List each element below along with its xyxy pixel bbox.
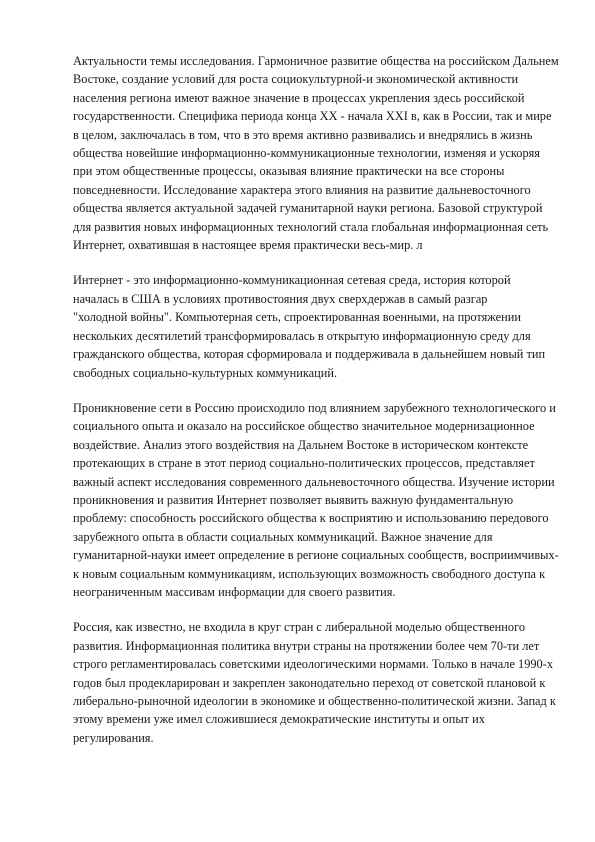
text-line: проникновения и развития Интернет позволяет выявить важную фундаментальную — [73, 492, 514, 507]
text-line: воздействие. Анализ этого воздействия на Дальнем Востоке в историческом контексте — [73, 437, 529, 452]
text-line: населения региона имеют важное значение в процессах укрепления здесь российской — [73, 90, 525, 105]
text-line: протекающих в стране в этот период социально-политических процессов, представляет — [73, 456, 535, 471]
text-line: Интернет - это информационно-коммуникационная сетевая среда, история которой — [73, 273, 511, 288]
text-line: "холодной войны". Компьютерная сеть, спроектированная военными, на протяжении — [73, 310, 521, 325]
document-page — [73, 52, 559, 764]
text-line: гражданского общества, которая сформировала и поддерживала в дальнейшем новый тип — [73, 347, 546, 362]
paragraph-penetration — [73, 399, 559, 601]
text-line: при этом общественные процессы, оказывая влияние практически на все стороны — [73, 164, 505, 179]
text-line: Востоке, создание условий для роста социокультурной-и экономической активности — [73, 72, 519, 87]
text-line: неограниченным массивам информации для своего развития. — [73, 584, 396, 599]
text-line: повседневности. Исследование характера этого влияния на развитие дальневосточного — [73, 182, 531, 197]
text-line: развития. Информационная политика внутри страны на протяжении более чем 70-ти лет — [73, 638, 540, 653]
text-line: Россия, как известно, не входила в круг стран с либеральной моделью общественного — [73, 620, 525, 635]
text-line: Проникновение сети в Россию происходило под влиянием зарубежного технологического и — [73, 400, 556, 415]
text-line: строго регламентировалась советскими идеологическими нормами. Только в начале 1990-х — [73, 657, 553, 672]
text-line: проблему: способность российского общества к восприятию и использованию передового — [73, 511, 549, 526]
text-line: гуманитарной-науки имеет определение в регионе социальных сообществ, восприимчивых- — [73, 548, 559, 563]
text-line: этому времени уже имел сложившиеся демократические институты и опыт их — [73, 712, 485, 727]
text-line: общества новейшие информационно-коммуникационные технологии, изменяя и ускоряя — [73, 146, 540, 161]
text-line: Актуальности темы исследования. Гармоничное развитие общества на российском Дальнем — [73, 54, 559, 68]
text-line: регулирования. — [73, 730, 154, 745]
paragraph-internet — [73, 271, 551, 381]
text-line: государственности. Специфика периода конца XX - начала XXI в, как в России, так и мире — [73, 109, 552, 124]
text-line: либерально-рыночной идеологии в экономике и общественно-политической жизни. Запад к — [73, 694, 556, 708]
paragraph-russia — [73, 618, 556, 747]
text-line: социального опыта и оказало на российское общество значительное модернизационное — [73, 419, 535, 434]
text-line: годов был продекларирован и закреплен законодательно переход от советской плановой к — [73, 675, 546, 690]
text-line: началась в США в условиях противостояния двух сверхдержав в самый разгар — [73, 291, 488, 306]
text-line: зарубежного опыта в области социальных коммуникаций. Важное значение для — [73, 529, 493, 544]
text-line: нескольких десятилетий трансформировалась в открытую информационную среду для — [73, 328, 531, 343]
text-line: Интернет, охватившая в настоящее время практически весь-мир. л — [73, 238, 423, 253]
paragraph-relevance — [73, 52, 559, 254]
text-line: общества является актуальной задачей гуманитарной науки региона. Базовой структурой — [73, 201, 543, 216]
text-line: важный аспект исследования современного дальневосточного общества. Изучение истории — [73, 474, 555, 489]
text-line: к новым социальным коммуникациям, использующих возможность свободного доступа к — [73, 566, 546, 581]
text-line: в целом, заключалась в том, что в это время активно развивались и внедрялись в жизнь — [73, 127, 533, 142]
text-line: свободных социально-культурных коммуникаций. — [73, 365, 338, 380]
text-line: для развития новых информационных технологий стала глобальная информационная сеть — [73, 219, 549, 234]
